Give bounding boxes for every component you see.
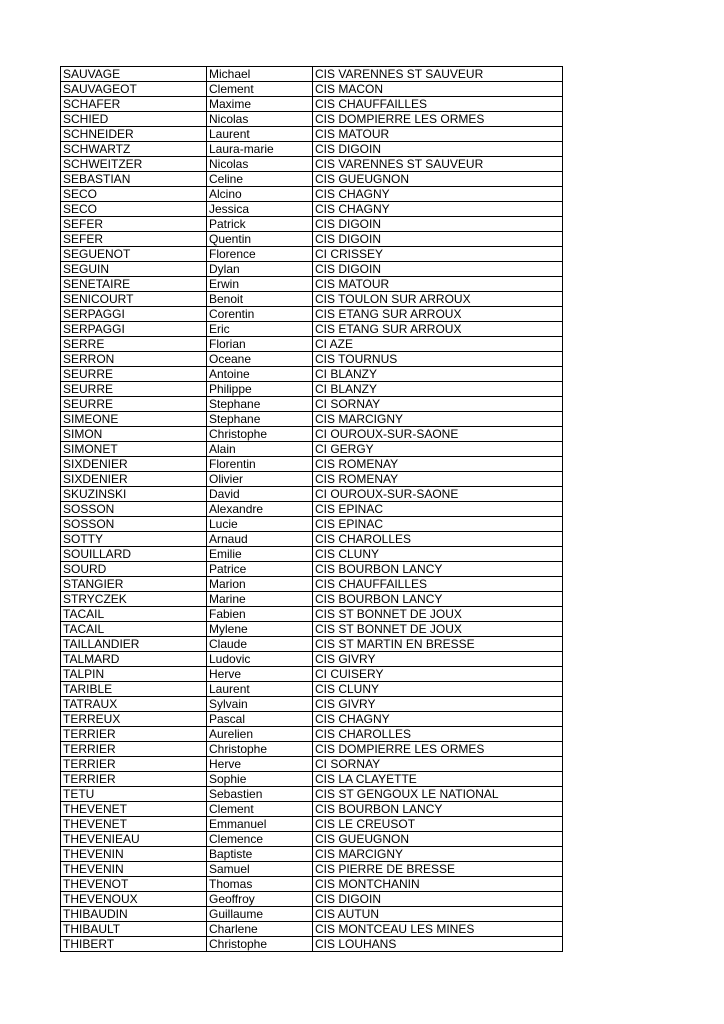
first-name-cell: Nicolas — [207, 112, 313, 127]
last-name-cell: TACAIL — [61, 622, 207, 637]
last-name-cell: STANGIER — [61, 577, 207, 592]
first-name-cell: Sebastien — [207, 787, 313, 802]
first-name-cell: Christophe — [207, 937, 313, 952]
first-name-cell: Jessica — [207, 202, 313, 217]
last-name-cell: TERREUX — [61, 712, 207, 727]
first-name-cell: Olivier — [207, 472, 313, 487]
last-name-cell: THIBERT — [61, 937, 207, 952]
station-cell: CIS VARENNES ST SAUVEUR — [313, 157, 563, 172]
table-row — [61, 67, 563, 82]
first-name-cell: Thomas — [207, 877, 313, 892]
first-name-cell: Laurent — [207, 127, 313, 142]
table-row — [61, 862, 563, 877]
station-cell: CIS DIGOIN — [313, 262, 563, 277]
last-name-cell: SOTTY — [61, 532, 207, 547]
table-row — [61, 667, 563, 682]
first-name-cell: Charlene — [207, 922, 313, 937]
table-row — [61, 487, 563, 502]
station-cell: CIS TOURNUS — [313, 352, 563, 367]
station-cell: CIS ROMENAY — [313, 472, 563, 487]
station-cell: CIS BOURBON LANCY — [313, 562, 563, 577]
first-name-cell: Philippe — [207, 382, 313, 397]
station-cell: CIS MARCIGNY — [313, 412, 563, 427]
last-name-cell: SEURRE — [61, 382, 207, 397]
station-cell: CIS CHAGNY — [313, 712, 563, 727]
table-row — [61, 277, 563, 292]
last-name-cell: TAILLANDIER — [61, 637, 207, 652]
last-name-cell: TETU — [61, 787, 207, 802]
first-name-cell: Florence — [207, 247, 313, 262]
table-row — [61, 607, 563, 622]
last-name-cell: SIMON — [61, 427, 207, 442]
last-name-cell: THIBAUDIN — [61, 907, 207, 922]
station-cell: CIS DIGOIN — [313, 232, 563, 247]
last-name-cell: SEURRE — [61, 367, 207, 382]
first-name-cell: Quentin — [207, 232, 313, 247]
last-name-cell: TACAIL — [61, 607, 207, 622]
table-row — [61, 652, 563, 667]
station-cell: CIS MARCIGNY — [313, 847, 563, 862]
last-name-cell: TERRIER — [61, 727, 207, 742]
station-cell: CIS CHAUFFAILLES — [313, 97, 563, 112]
station-cell: CIS MONTCHANIN — [313, 877, 563, 892]
table-row — [61, 352, 563, 367]
station-cell: CIS GIVRY — [313, 697, 563, 712]
station-cell: CIS ST BONNET DE JOUX — [313, 622, 563, 637]
table-row — [61, 292, 563, 307]
first-name-cell: Baptiste — [207, 847, 313, 862]
last-name-cell: SEFER — [61, 217, 207, 232]
station-cell: CIS CHAGNY — [313, 202, 563, 217]
station-cell: CI BLANZY — [313, 367, 563, 382]
last-name-cell: SIMONET — [61, 442, 207, 457]
table-row — [61, 787, 563, 802]
table-row — [61, 637, 563, 652]
last-name-cell: TALPIN — [61, 667, 207, 682]
first-name-cell: Lucie — [207, 517, 313, 532]
table-row — [61, 832, 563, 847]
first-name-cell: Aurelien — [207, 727, 313, 742]
station-cell: CIS ST MARTIN EN BRESSE — [313, 637, 563, 652]
last-name-cell: TALMARD — [61, 652, 207, 667]
first-name-cell: Claude — [207, 637, 313, 652]
table-row — [61, 187, 563, 202]
station-cell: CIS GIVRY — [313, 652, 563, 667]
station-cell: CIS CHAROLLES — [313, 727, 563, 742]
station-cell: CIS ST GENGOUX LE NATIONAL — [313, 787, 563, 802]
table-row — [61, 802, 563, 817]
table-row — [61, 847, 563, 862]
first-name-cell: Ludovic — [207, 652, 313, 667]
first-name-cell: Pascal — [207, 712, 313, 727]
table-row — [61, 817, 563, 832]
table-row — [61, 772, 563, 787]
last-name-cell: STRYCZEK — [61, 592, 207, 607]
last-name-cell: SIMEONE — [61, 412, 207, 427]
station-cell: CIS CHAROLLES — [313, 532, 563, 547]
station-cell: CIS MACON — [313, 82, 563, 97]
station-cell: CI CRISSEY — [313, 247, 563, 262]
station-cell: CIS DOMPIERRE LES ORMES — [313, 112, 563, 127]
table-row — [61, 937, 563, 952]
last-name-cell: SERPAGGI — [61, 322, 207, 337]
last-name-cell: TATRAUX — [61, 697, 207, 712]
station-cell: CIS CLUNY — [313, 682, 563, 697]
station-cell: CIS AUTUN — [313, 907, 563, 922]
first-name-cell: Samuel — [207, 862, 313, 877]
station-cell: CIS LOUHANS — [313, 937, 563, 952]
last-name-cell: SCHWARTZ — [61, 142, 207, 157]
first-name-cell: Emmanuel — [207, 817, 313, 832]
table-row — [61, 922, 563, 937]
table-row — [61, 907, 563, 922]
first-name-cell: Christophe — [207, 427, 313, 442]
station-cell: CI AZE — [313, 337, 563, 352]
last-name-cell: SEGUIN — [61, 262, 207, 277]
first-name-cell: Arnaud — [207, 532, 313, 547]
first-name-cell: Sophie — [207, 772, 313, 787]
first-name-cell: Patrick — [207, 217, 313, 232]
table-row — [61, 427, 563, 442]
table-row — [61, 97, 563, 112]
personnel-table-body — [61, 67, 563, 952]
first-name-cell: Alain — [207, 442, 313, 457]
first-name-cell: Celine — [207, 172, 313, 187]
last-name-cell: SKUZINSKI — [61, 487, 207, 502]
station-cell: CI CUISERY — [313, 667, 563, 682]
station-cell: CIS LE CREUSOT — [313, 817, 563, 832]
table-row — [61, 172, 563, 187]
table-row — [61, 412, 563, 427]
first-name-cell: Florentin — [207, 457, 313, 472]
first-name-cell: Dylan — [207, 262, 313, 277]
table-row — [61, 622, 563, 637]
first-name-cell: Laura-marie — [207, 142, 313, 157]
first-name-cell: Antoine — [207, 367, 313, 382]
first-name-cell: Patrice — [207, 562, 313, 577]
first-name-cell: Clemence — [207, 832, 313, 847]
table-row — [61, 457, 563, 472]
table-row — [61, 307, 563, 322]
station-cell: CIS EPINAC — [313, 502, 563, 517]
table-row — [61, 397, 563, 412]
first-name-cell: Laurent — [207, 682, 313, 697]
first-name-cell: Clement — [207, 802, 313, 817]
last-name-cell: TERRIER — [61, 772, 207, 787]
last-name-cell: SOSSON — [61, 517, 207, 532]
table-row — [61, 532, 563, 547]
table-row — [61, 712, 563, 727]
table-row — [61, 682, 563, 697]
first-name-cell: Herve — [207, 757, 313, 772]
station-cell: CIS ETANG SUR ARROUX — [313, 307, 563, 322]
station-cell: CIS MONTCEAU LES MINES — [313, 922, 563, 937]
table-row — [61, 262, 563, 277]
station-cell: CIS PIERRE DE BRESSE — [313, 862, 563, 877]
first-name-cell: Herve — [207, 667, 313, 682]
first-name-cell: Benoit — [207, 292, 313, 307]
last-name-cell: SERRON — [61, 352, 207, 367]
last-name-cell: SOSSON — [61, 502, 207, 517]
station-cell: CIS CLUNY — [313, 547, 563, 562]
station-cell: CIS MATOUR — [313, 127, 563, 142]
last-name-cell: TERRIER — [61, 742, 207, 757]
personnel-table — [60, 66, 563, 952]
station-cell: CIS LA CLAYETTE — [313, 772, 563, 787]
first-name-cell: Maxime — [207, 97, 313, 112]
station-cell: CI SORNAY — [313, 397, 563, 412]
table-row — [61, 382, 563, 397]
last-name-cell: THEVENIN — [61, 847, 207, 862]
last-name-cell: TERRIER — [61, 757, 207, 772]
first-name-cell: Sylvain — [207, 697, 313, 712]
last-name-cell: THIBAULT — [61, 922, 207, 937]
first-name-cell: Marion — [207, 577, 313, 592]
last-name-cell: THEVENET — [61, 817, 207, 832]
station-cell: CIS GUEUGNON — [313, 172, 563, 187]
station-cell: CIS DOMPIERRE LES ORMES — [313, 742, 563, 757]
first-name-cell: Michael — [207, 67, 313, 82]
table-row — [61, 547, 563, 562]
table-row — [61, 232, 563, 247]
first-name-cell: Fabien — [207, 607, 313, 622]
last-name-cell: SAUVAGE — [61, 67, 207, 82]
last-name-cell: SOUILLARD — [61, 547, 207, 562]
first-name-cell: Corentin — [207, 307, 313, 322]
station-cell: CIS DIGOIN — [313, 142, 563, 157]
first-name-cell: Clement — [207, 82, 313, 97]
table-row — [61, 247, 563, 262]
first-name-cell: Emilie — [207, 547, 313, 562]
last-name-cell: SERPAGGI — [61, 307, 207, 322]
station-cell: CI SORNAY — [313, 757, 563, 772]
table-row — [61, 367, 563, 382]
station-cell: CIS GUEUGNON — [313, 832, 563, 847]
last-name-cell: SERRE — [61, 337, 207, 352]
table-row — [61, 127, 563, 142]
first-name-cell: Erwin — [207, 277, 313, 292]
last-name-cell: SIXDENIER — [61, 457, 207, 472]
first-name-cell: Oceane — [207, 352, 313, 367]
station-cell: CI OUROUX-SUR-SAONE — [313, 487, 563, 502]
table-row — [61, 112, 563, 127]
station-cell: CIS BOURBON LANCY — [313, 592, 563, 607]
station-cell: CIS TOULON SUR ARROUX — [313, 292, 563, 307]
table-row — [61, 562, 563, 577]
station-cell: CIS EPINAC — [313, 517, 563, 532]
first-name-cell: Stephane — [207, 412, 313, 427]
table-row — [61, 472, 563, 487]
first-name-cell: Florian — [207, 337, 313, 352]
table-row — [61, 202, 563, 217]
last-name-cell: SCHAFER — [61, 97, 207, 112]
first-name-cell: Stephane — [207, 397, 313, 412]
table-row — [61, 322, 563, 337]
last-name-cell: SECO — [61, 187, 207, 202]
station-cell: CIS DIGOIN — [313, 892, 563, 907]
table-row — [61, 217, 563, 232]
first-name-cell: Mylene — [207, 622, 313, 637]
last-name-cell: SIXDENIER — [61, 472, 207, 487]
station-cell: CIS CHAUFFAILLES — [313, 577, 563, 592]
first-name-cell: Marine — [207, 592, 313, 607]
last-name-cell: THEVENOUX — [61, 892, 207, 907]
table-row — [61, 877, 563, 892]
first-name-cell: David — [207, 487, 313, 502]
last-name-cell: SENETAIRE — [61, 277, 207, 292]
table-row — [61, 742, 563, 757]
station-cell: CIS ETANG SUR ARROUX — [313, 322, 563, 337]
station-cell: CIS MATOUR — [313, 277, 563, 292]
first-name-cell: Alexandre — [207, 502, 313, 517]
first-name-cell: Eric — [207, 322, 313, 337]
last-name-cell: SAUVAGEOT — [61, 82, 207, 97]
last-name-cell: THEVENIEAU — [61, 832, 207, 847]
first-name-cell: Geoffroy — [207, 892, 313, 907]
last-name-cell: SEURRE — [61, 397, 207, 412]
last-name-cell: SEFER — [61, 232, 207, 247]
table-row — [61, 697, 563, 712]
last-name-cell: SENICOURT — [61, 292, 207, 307]
last-name-cell: THEVENET — [61, 802, 207, 817]
table-row — [61, 142, 563, 157]
station-cell: CIS ROMENAY — [313, 457, 563, 472]
first-name-cell: Christophe — [207, 742, 313, 757]
station-cell: CIS DIGOIN — [313, 217, 563, 232]
table-row — [61, 157, 563, 172]
first-name-cell: Nicolas — [207, 157, 313, 172]
table-row — [61, 502, 563, 517]
last-name-cell: TARIBLE — [61, 682, 207, 697]
first-name-cell: Alcino — [207, 187, 313, 202]
table-row — [61, 517, 563, 532]
station-cell: CIS BOURBON LANCY — [313, 802, 563, 817]
table-row — [61, 337, 563, 352]
last-name-cell: SCHWEITZER — [61, 157, 207, 172]
last-name-cell: SCHIED — [61, 112, 207, 127]
table-row — [61, 82, 563, 97]
last-name-cell: THEVENIN — [61, 862, 207, 877]
station-cell: CI GERGY — [313, 442, 563, 457]
table-row — [61, 757, 563, 772]
last-name-cell: SECO — [61, 202, 207, 217]
table-row — [61, 577, 563, 592]
last-name-cell: SCHNEIDER — [61, 127, 207, 142]
table-row — [61, 892, 563, 907]
last-name-cell: SOURD — [61, 562, 207, 577]
station-cell: CI OUROUX-SUR-SAONE — [313, 427, 563, 442]
last-name-cell: THEVENOT — [61, 877, 207, 892]
station-cell: CIS CHAGNY — [313, 187, 563, 202]
first-name-cell: Guillaume — [207, 907, 313, 922]
last-name-cell: SEBASTIAN — [61, 172, 207, 187]
table-row — [61, 592, 563, 607]
last-name-cell: SEGUENOT — [61, 247, 207, 262]
station-cell: CI BLANZY — [313, 382, 563, 397]
station-cell: CIS VARENNES ST SAUVEUR — [313, 67, 563, 82]
table-row — [61, 442, 563, 457]
table-row — [61, 727, 563, 742]
station-cell: CIS ST BONNET DE JOUX — [313, 607, 563, 622]
